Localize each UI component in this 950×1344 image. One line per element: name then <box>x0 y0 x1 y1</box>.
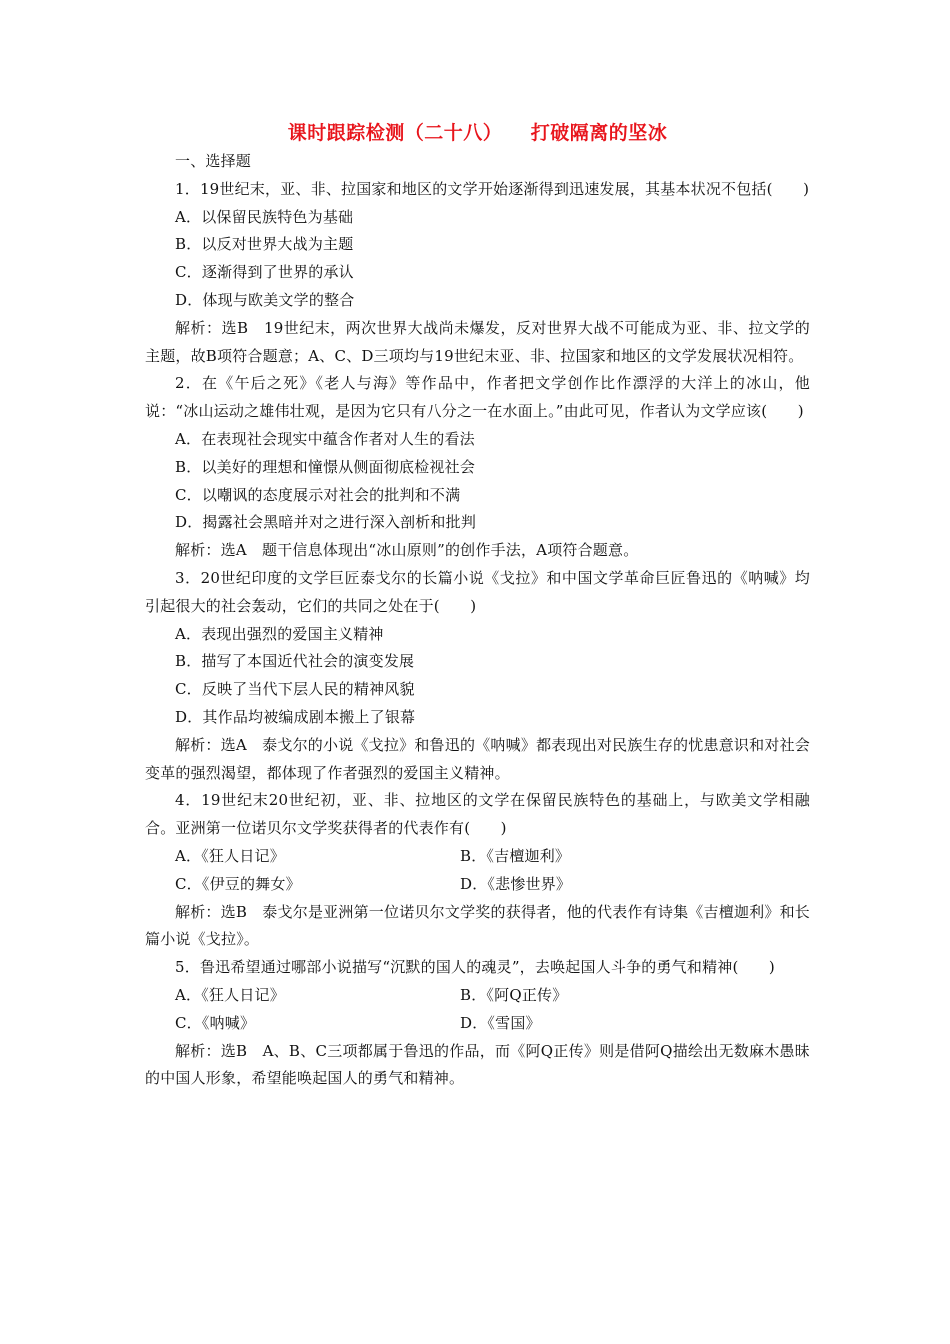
option-b: B．《阿Q正传》 <box>460 985 568 1004</box>
option-row <box>145 843 810 871</box>
question-stem: 1．19世纪末，亚、非、拉国家和地区的文学开始逐渐得到迅速发展，其基本状况不包括( ) <box>175 179 810 198</box>
option-row <box>145 982 810 1010</box>
question-3 <box>145 565 810 787</box>
question-2 <box>145 370 810 565</box>
option-d: D．揭露社会黑暗并对之进行深入剖析和批判 <box>175 513 477 532</box>
option-c: C．逐渐得到了世界的承认 <box>175 263 354 282</box>
option-d: D．体现与欧美文学的整合 <box>175 290 355 309</box>
option-d: D．《雪国》 <box>460 1013 541 1032</box>
option-a: A．《狂人日记》 <box>175 846 285 865</box>
option-b: B．描写了本国近代社会的演变发展 <box>175 652 415 671</box>
question-analysis: 解析：选A 题干信息体现出“冰山原则”的创作手法，A项符合题意。 <box>175 541 639 560</box>
option-d: D．其作品均被编成剧本搬上了银幕 <box>175 707 416 726</box>
option-b: B．以美好的理想和憧憬从侧面彻底检视社会 <box>175 457 476 476</box>
question-analysis: 解析：选B A、B、C三项都属于鲁迅的作品，而《阿Q正传》则是借阿Q描绘出无数麻木愚昧的中国人形象，希望能唤起国人的勇气和精神。 <box>145 1041 810 1088</box>
question-5 <box>145 954 810 1093</box>
question-analysis: 解析：选B 19世纪末，两次世界大战尚未爆发，反对世界大战不可能成为亚、非、拉文学的主题，故B项符合题意；A、C、D三项均与19世纪末亚、非、拉国家和地区的文学发展状况相符。 <box>145 318 810 365</box>
page-title: 课时跟踪检测（二十八） 打破隔离的坚冰 <box>287 122 668 144</box>
question-stem: 3．20世纪印度的文学巨匠泰戈尔的长篇小说《戈拉》和中国文学革命巨匠鲁迅的《呐喊》均引起很大的社会轰动，它们的共同之处在于( ) <box>145 568 810 615</box>
option-row <box>145 1010 810 1038</box>
question-analysis: 解析：选B 泰戈尔是亚洲第一位诺贝尔文学奖的获得者，他的代表作有诗集《吉檀迦利》和长篇小说《戈拉》。 <box>145 902 810 949</box>
option-a: A．表现出强烈的爱国主义精神 <box>175 624 384 643</box>
option-a: A．以保留民族特色为基础 <box>175 207 354 226</box>
section-heading: 一、选择题 <box>175 152 252 170</box>
option-b: B．《吉檀迦利》 <box>460 846 571 865</box>
option-row <box>145 871 810 899</box>
document-page <box>145 120 810 1093</box>
question-4 <box>145 787 810 954</box>
question-stem: 4．19世纪末20世纪初，亚、非、拉地区的文学在保留民族特色的基础上，与欧美文学相融合。亚洲第一位诺贝尔文学奖获得者的代表作有( ) <box>145 791 810 838</box>
option-c: C．反映了当代下层人民的精神风貌 <box>175 680 415 699</box>
option-c: C．《伊豆的舞女》 <box>175 874 301 893</box>
option-b: B．以反对世界大战为主题 <box>175 235 354 254</box>
option-c: C．以嘲讽的态度展示对社会的批判和不满 <box>175 485 461 504</box>
option-a: A．《狂人日记》 <box>175 985 285 1004</box>
question-analysis: 解析：选A 泰戈尔的小说《戈拉》和鲁迅的《呐喊》都表现出对民族生存的忧患意识和对社会变革的强烈渴望，都体现了作者强烈的爱国主义精神。 <box>145 735 810 782</box>
question-1 <box>145 176 810 371</box>
option-c: C．《呐喊》 <box>175 1013 256 1032</box>
option-a: A．在表现社会现实中蕴含作者对人生的看法 <box>175 429 475 448</box>
option-d: D．《悲惨世界》 <box>460 874 572 893</box>
question-stem: 2．在《午后之死》《老人与海》等作品中，作者把文学创作比作漂浮的大洋上的冰山，他说：“冰山运动之雄伟壮观，是因为它只有八分之一在水面上。”由此可见，作者认为文学应该( ) <box>145 374 810 421</box>
question-stem: 5．鲁迅希望通过哪部小说描写“沉默的国人的魂灵”，去唤起国人斗争的勇气和精神( ) <box>175 958 775 977</box>
